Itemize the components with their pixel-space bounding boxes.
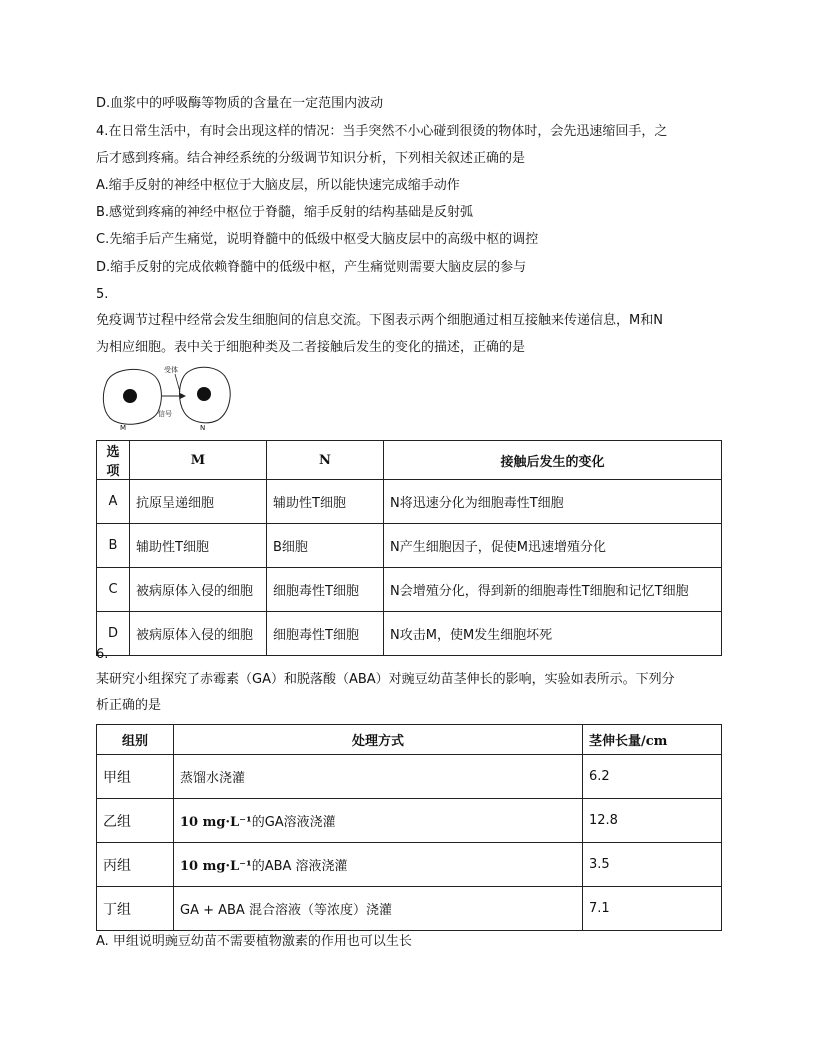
treatment-text: 蒸馏水浇灌 [180,771,246,786]
cell-option: C [97,568,130,612]
table-row [97,799,722,843]
col-header-option: 选项 [97,441,130,480]
concentration: 10 mg·L⁻¹ [180,859,252,874]
col-header-stem-growth: 茎伸长量/cm [583,725,722,755]
question-6-stem-line2: 析正确的是 [96,698,162,713]
cell-stem-growth: 3.5 [583,843,722,887]
cell-m-label: M [120,424,127,432]
question-4-option-b: B.感觉到疼痛的神经中枢位于脊髓，缩手反射的结构基础是反射弧 [96,205,474,220]
cell-n: 细胞毒性T细胞 [267,612,384,656]
table-row [97,568,722,612]
question-6-stem-line1: 某研究小组探究了赤霉素（GA）和脱落酸（ABA）对豌豆幼苗茎伸长的影响，实验如表所示。下列分 [96,672,675,687]
cell-change: N产生细胞因子，促使M迅速增殖分化 [384,524,722,568]
cell-interaction-table [96,440,722,656]
treatment-text: GA + ABA 混合溶液（等浓度）浇灌 [180,903,392,918]
cell-group: 甲组 [97,755,174,799]
cell-treatment [174,887,583,931]
cell-m: 辅助性T细胞 [130,524,267,568]
treatment-text: 的GA溶液浇灌 [251,815,336,830]
cell-treatment [174,755,583,799]
col-header-change: 接触后发生的变化 [384,441,722,480]
cell-m: 被病原体入侵的细胞 [130,612,267,656]
cell-n: B细胞 [267,524,384,568]
cell-change: N会增殖分化，得到新的细胞毒性T细胞和记忆T细胞 [384,568,722,612]
table-header-row [97,441,722,480]
option-4-d-prev: D.血浆中的呼吸酶等物质的含量在一定范围内波动 [96,96,384,111]
cell-treatment [174,799,583,843]
cell-n-nucleus [197,387,211,401]
table-row [97,887,722,931]
col-header-n: N [267,441,384,480]
question-4-option-a: A.缩手反射的神经中枢位于大脑皮层，所以能快速完成缩手动作 [96,178,460,193]
cell-change: N将迅速分化为细胞毒性T细胞 [384,480,722,524]
receptor-label: 受体 [164,366,178,374]
question-5-stem-line1: 免疫调节过程中经常会发生细胞间的信息交流。下图表示两个细胞通过相互接触来传递信息，M和N [96,313,663,328]
cell-stem-growth: 7.1 [583,887,722,931]
cell-m: 被病原体入侵的细胞 [130,568,267,612]
cell-stem-growth: 12.8 [583,799,722,843]
col-header-treatment: 处理方式 [174,725,583,755]
table-row [97,843,722,887]
cell-m-nucleus [123,389,137,403]
cell-group: 乙组 [97,799,174,843]
table-row [97,480,722,524]
question-4-stem-line2: 后才感到疼痛。结合神经系统的分级调节知识分析，下列相关叙述正确的是 [96,151,526,166]
question-4-stem-line1: 4.在日常生活中，有时会出现这样的情况：当手突然不小心碰到很烫的物体时，会先迅速缩回手，之 [96,124,668,139]
cell-stem-growth: 6.2 [583,755,722,799]
cell-treatment [174,843,583,887]
receptor-pointer [175,374,180,392]
table-header-row [97,725,722,755]
cell-option: D [97,612,130,656]
question-4-option-d: D.缩手反射的完成依赖脊髓中的低级中枢，产生痛觉则需要大脑皮层的参与 [96,260,527,275]
signal-arrowhead [180,393,186,399]
signal-label: 信号 [158,410,172,418]
hormone-experiment-table [96,724,722,931]
concentration: 10 mg·L⁻¹ [180,815,252,830]
table-row [97,524,722,568]
cell-n: 细胞毒性T细胞 [267,568,384,612]
cell-contact-diagram [100,362,240,434]
cell-group: 丙组 [97,843,174,887]
question-6-option-a: A. 甲组说明豌豆幼苗不需要植物激素的作用也可以生长 [96,934,412,949]
col-header-m: M [130,441,267,480]
cell-group: 丁组 [97,887,174,931]
cell-option: A [97,480,130,524]
cell-m: 抗原呈递细胞 [130,480,267,524]
table-row [97,612,722,656]
table-row [97,755,722,799]
question-6-number: 6. [96,647,109,662]
treatment-text: 的ABA 溶液浇灌 [251,859,348,874]
cell-n: 辅助性T细胞 [267,480,384,524]
col-header-group: 组别 [97,725,174,755]
cell-change: N攻击M，使M发生细胞坏死 [384,612,722,656]
question-5-stem-line2: 为相应细胞。表中关于细胞种类及二者接触后发生的变化的描述，正确的是 [96,340,526,355]
cell-n-label: N [200,424,206,432]
question-4-option-c: C.先缩手后产生痛觉，说明脊髓中的低级中枢受大脑皮层中的高级中枢的调控 [96,232,539,247]
question-5-number: 5. [96,287,109,302]
cell-option: B [97,524,130,568]
